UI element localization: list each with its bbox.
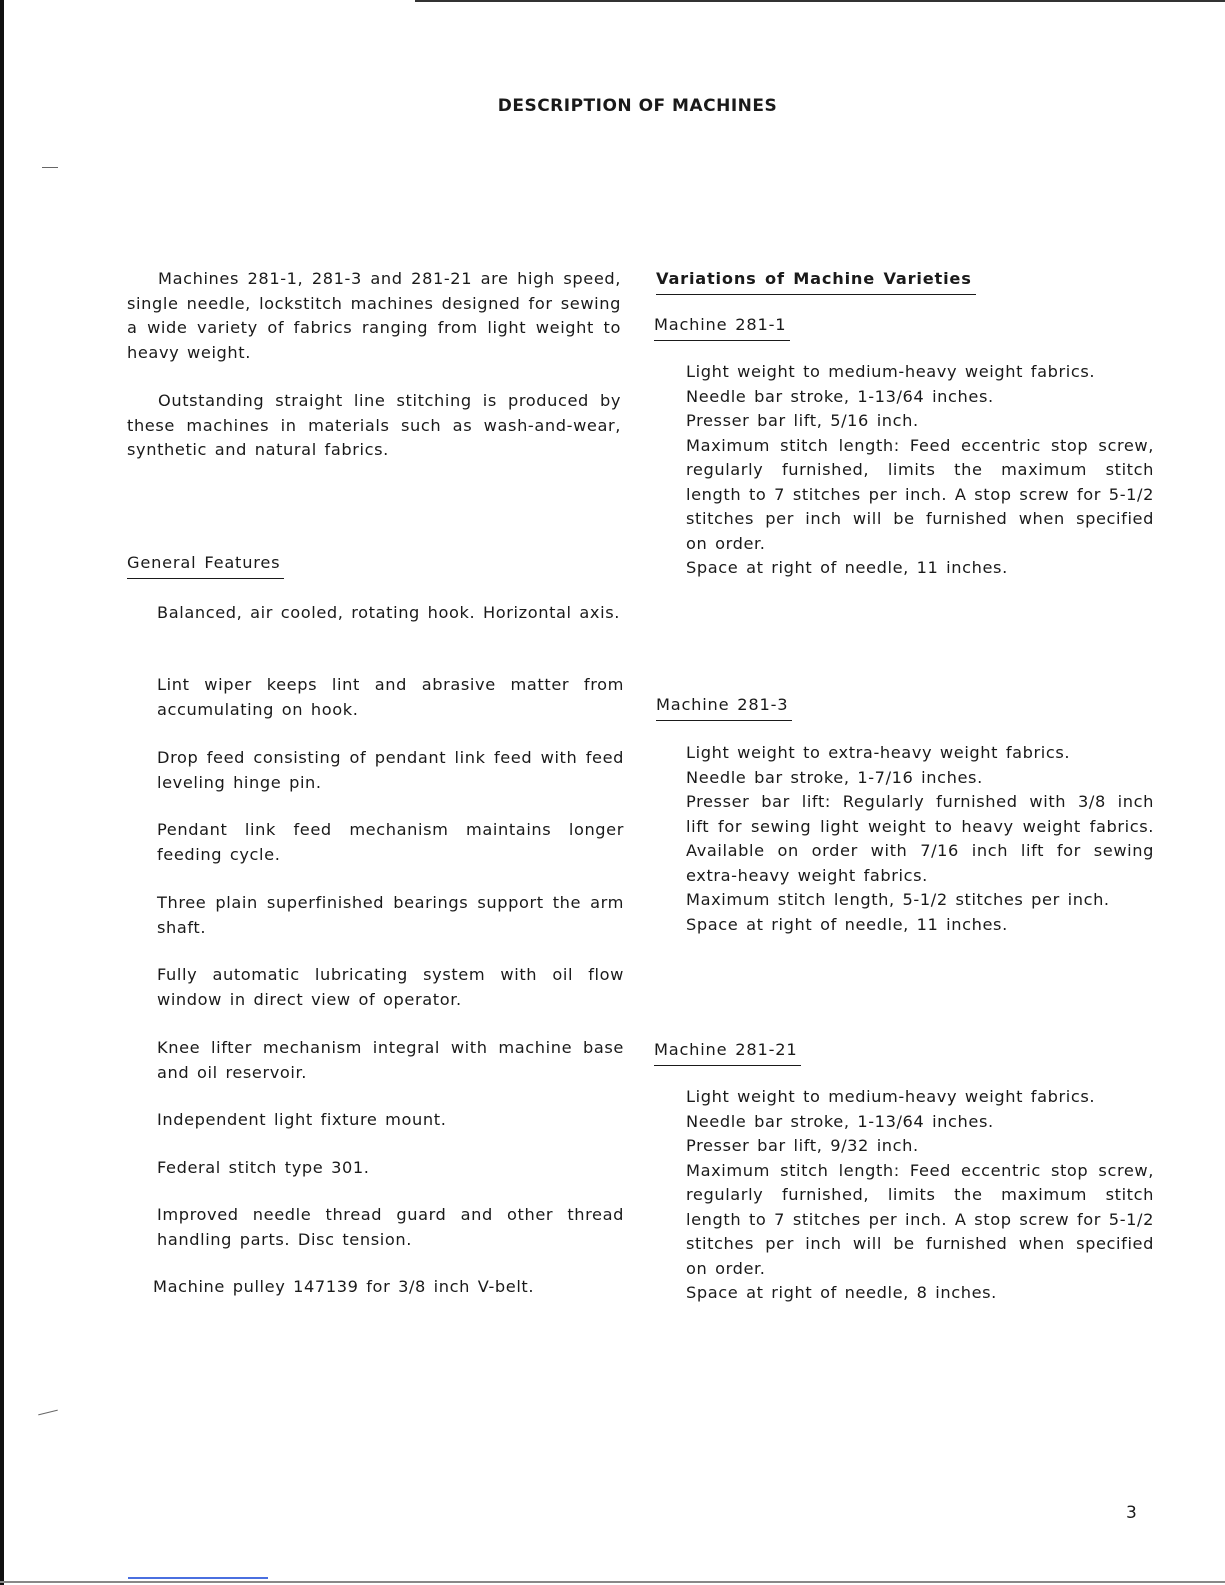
spec-line: Presser bar lift, 5/16 inch. [686,411,919,430]
machine-heading-wrap [654,313,790,341]
page-number: 3 [1126,1503,1137,1523]
machine-281-1-specs [686,360,1154,581]
feature-item: Machine pulley 147139 for 3/8 inch V-belt. [153,1277,535,1296]
spec-line: Light weight to medium-heavy weight fabrics. [686,1087,1096,1106]
machine-281-3-specs [686,741,1154,937]
feature-item: Fully automatic lubricating system with oil flow window in direct view of operator. [157,965,624,1009]
spec-line: Maximum stitch length, 5-1/2 stitches per inch. [686,890,1110,909]
page-title: DESCRIPTION OF MACHINES [497,96,778,116]
spec-line: Space at right of needle, 8 inches. [686,1283,997,1302]
spec-line: Needle bar stroke, 1-13/64 inches. [686,1111,994,1131]
spec-line: Presser bar lift: Regularly furnished with 3/8 inch lift for sewing light weight to heavy weight fabrics. Available on order with 7/16 inch lift for sewing extra-heavy weight fabrics. [686,792,1154,885]
feature-item: Lint wiper keeps lint and abrasive matter from accumulating on hook. [157,675,624,719]
scan-edge-left [0,0,4,1585]
machine-281-3-heading: Machine 281-3 [656,693,792,721]
feature-item: Improved needle thread guard and other thread handling parts. Disc tension. [157,1205,624,1249]
spec-line: Presser bar lift, 9/32 inch. [686,1136,919,1155]
spec-line: Light weight to medium-heavy weight fabrics. [686,362,1096,381]
spec-line: Needle bar stroke, 1-7/16 inches. [686,767,983,787]
feature-item: Pendant link feed mechanism maintains longer feeding cycle. [157,820,624,864]
machine-281-21-heading: Machine 281-21 [654,1038,801,1066]
feature-item: Three plain superfinished bearings support the arm shaft. [157,893,624,937]
scan-edge-bottom [0,1581,1225,1583]
intro-paragraph-1: Machines 281-1, 281-3 and 281-21 are high speed, single needle, lockstitch machines designed for sewing a wide variety of fabrics ranging from light weight to heavy weight. [127,269,621,362]
variations-heading-wrap [656,267,976,295]
spec-line: Maximum stitch length: Feed eccentric stop screw, regularly furnished, limits the maximum stitch length to 7 stitches per inch. A stop screw for 5-1/2 stitches per inch will be furnished when specified on order. [686,1160,1154,1278]
spec-line: Light weight to extra-heavy weight fabrics. [686,743,1071,762]
variations-heading: Variations of Machine Varieties [656,267,976,295]
spec-line: Space at right of needle, 11 inches. [686,558,1008,577]
feature-item: Federal stitch type 301. [157,1158,370,1177]
machine-281-1-heading: Machine 281-1 [654,313,790,341]
general-features-heading-wrap [127,551,284,579]
machine-heading-wrap [656,693,792,721]
intro-section [127,267,621,463]
feature-item: Balanced, air cooled, rotating hook. Horizontal axis. [157,603,620,622]
spec-line: Needle bar stroke, 1-13/64 inches. [686,386,994,406]
scan-blue-bar [128,1577,268,1579]
feature-item: Independent light fixture mount. [157,1110,447,1129]
intro-paragraph-2: Outstanding straight line stitching is produced by these machines in materials such as wash-and-wear, synthetic and natural fabrics. [127,391,621,459]
spec-line: Maximum stitch length: Feed eccentric stop screw, regularly furnished, limits the maximum stitch length to 7 stitches per inch. A stop screw for 5-1/2 stitches per inch will be furnished when specified on order. [686,435,1154,553]
machine-281-21-specs [686,1085,1154,1306]
margin-mark-top [42,167,58,168]
feature-item: Drop feed consisting of pendant link feed with feed leveling hinge pin. [157,748,624,792]
machine-heading-wrap [654,1038,801,1066]
spec-line: Space at right of needle, 11 inches. [686,914,1008,934]
scan-edge-top [415,0,1225,2]
general-features-heading: General Features [127,551,284,579]
margin-mark-bottom [38,1410,58,1416]
feature-item: Knee lifter mechanism integral with machine base and oil reservoir. [157,1038,624,1082]
